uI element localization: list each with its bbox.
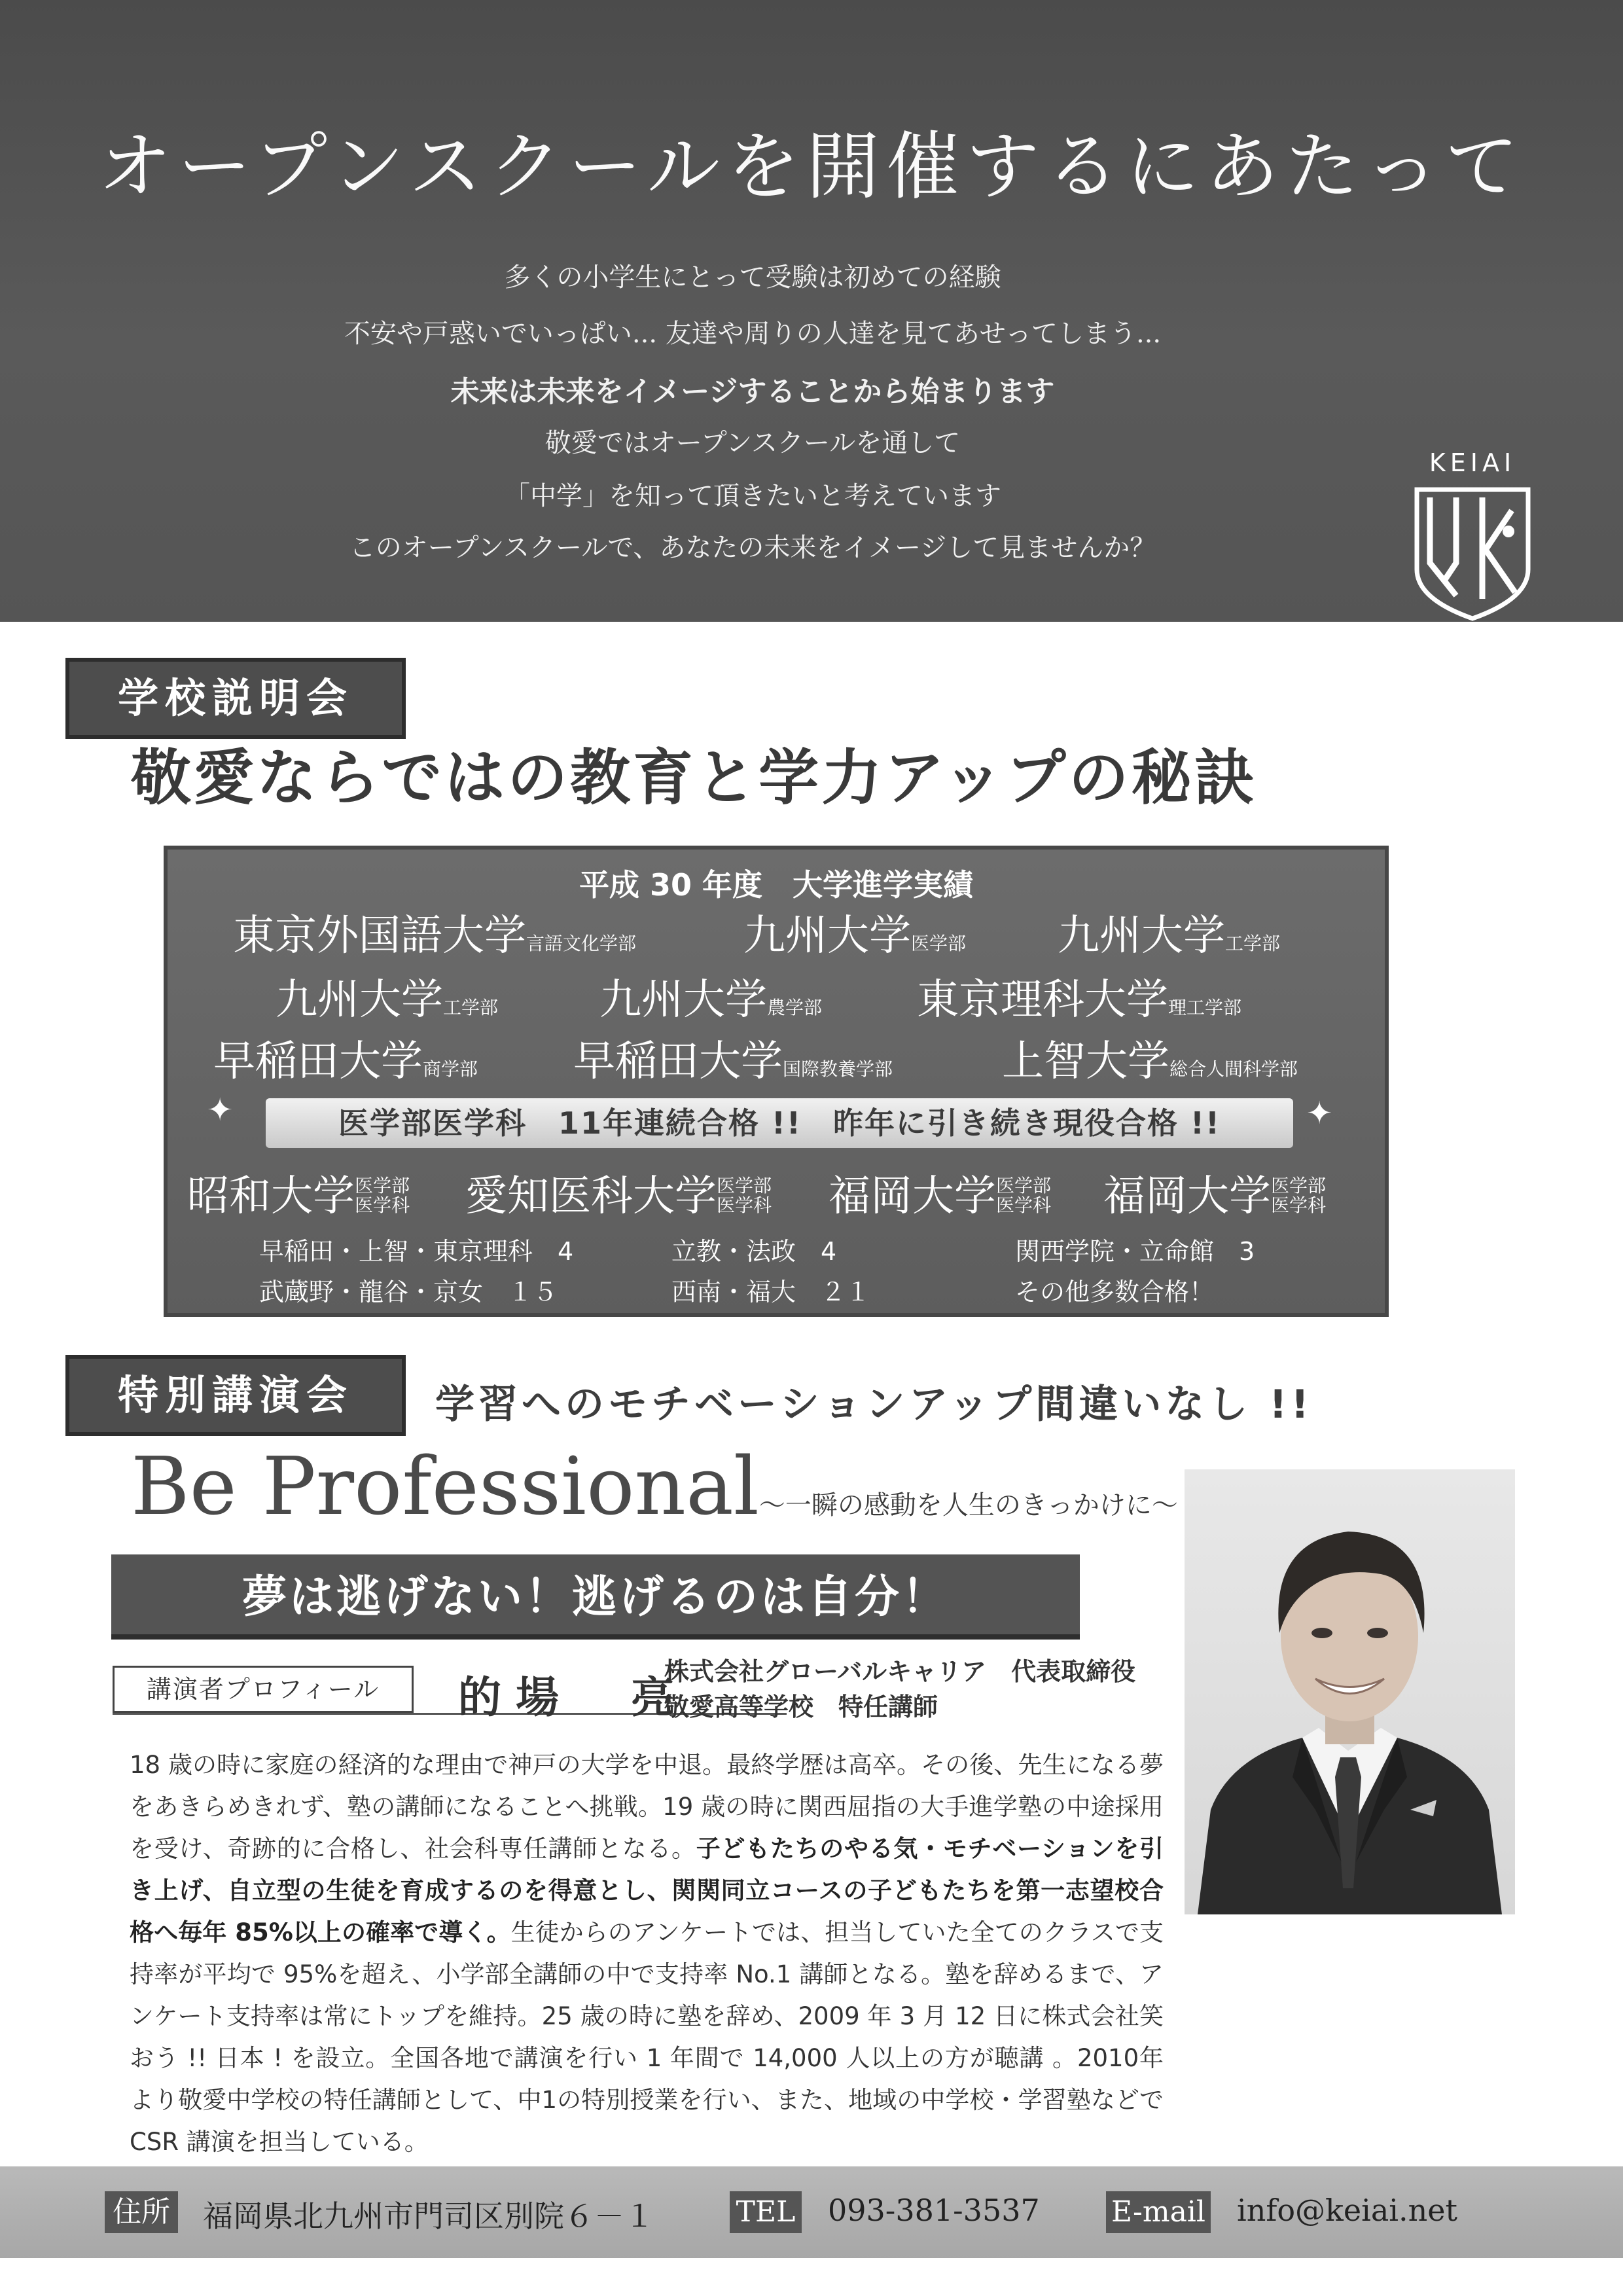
university-entry: 東京理科大学理工学部 — [917, 976, 1242, 1024]
lecture-tagline: 学習へのモチベーションアップ間違いなし !! — [435, 1382, 1313, 1427]
university-results-box — [164, 846, 1389, 1317]
medical-university-entry: 愛知医科大学医学部 医学科 — [465, 1172, 772, 1221]
medical-university-entry: 福岡大学医学部 医学科 — [1103, 1172, 1327, 1221]
speaker-name: 的場 亮 — [458, 1672, 688, 1723]
school-briefing-tag: 学校説明会 — [65, 658, 406, 739]
other-results: その他多数合格！ — [1015, 1278, 1215, 1306]
university-entry: 九州大学医学部 — [743, 912, 967, 960]
intro-line: 多くの小学生にとって受験は初めての経験 — [504, 262, 1001, 293]
university-entry: 九州大学農学部 — [599, 976, 823, 1024]
university-entry: 早稲田大学商学部 — [213, 1037, 478, 1086]
university-entry: 東京外国語大学言語文化学部 — [233, 912, 637, 960]
intro-line: このオープンスクールで、あなたの未来をイメージして見ませんか？ — [349, 533, 1156, 563]
section-heading: 敬愛ならではの教育と学力アップの秘訣 — [131, 742, 1257, 813]
other-results: 早稲田・上智・東京理科 4 — [259, 1237, 574, 1266]
results-title: 平成 30 年度 大学進学実績 — [579, 867, 974, 903]
intro-line: 敬愛ではオープンスクールを通して — [544, 428, 961, 458]
profile-label: 講演者プロフィール — [113, 1666, 414, 1713]
speaker-role: 敬愛高等学校 特任講師 — [664, 1693, 938, 1721]
special-lecture-tag: 特別講演会 — [65, 1355, 406, 1436]
speaker-photo — [1185, 1469, 1515, 1914]
speaker-role: 株式会社グローバルキャリア 代表取締役 — [664, 1657, 1136, 1686]
lecture-title: Be Professional〜一瞬の感動を人生のきっかけに〜 — [131, 1440, 1178, 1533]
footer-bar — [0, 2166, 1623, 2258]
header-panel — [0, 0, 1623, 622]
tel-value: 093-381-3537 — [828, 2193, 1040, 2228]
other-results: 関西学院・立命館 3 — [1015, 1237, 1255, 1266]
university-entry: 早稲田大学国際教養学部 — [573, 1037, 893, 1086]
page-title: オープンスクールを開催するにあたって — [98, 124, 1525, 209]
email-link[interactable]: info@keiai.net — [1237, 2193, 1457, 2228]
keiai-logo — [1397, 448, 1548, 625]
university-entry: 九州大学工学部 — [276, 976, 499, 1024]
other-results: 武蔵野・龍谷・京女 １５ — [259, 1278, 558, 1306]
address-label: 住所 — [105, 2191, 178, 2233]
address-value: 福岡県北九州市門司区別院６－１ — [203, 2198, 654, 2234]
sparkle-icon: ✦ — [207, 1092, 234, 1128]
motto-banner: 夢は逃げない！逃げるのは自分！ — [111, 1554, 1080, 1640]
tel-label: TEL — [730, 2191, 802, 2233]
crest-icon — [1404, 484, 1541, 622]
medical-university-entry: 福岡大学医学部 医学科 — [829, 1172, 1052, 1221]
intro-line: 「中学」を知って頂きたいと考えています — [504, 481, 1001, 511]
email-label: E-mail — [1106, 2191, 1211, 2233]
lecture-subtitle: 〜一瞬の感動を人生のきっかけに〜 — [758, 1490, 1178, 1520]
other-results: 西南・福大 ２１ — [671, 1278, 871, 1306]
intro-line-emphasis: 未来は未来をイメージすることから始まります — [450, 375, 1055, 408]
speaker-bio: 18 歳の時に家庭の経済的な理由で神戸の大学を中退。最終学歴は高卒。その後、先生になる夢をあきらめきれず、塾の講師になることへ挑戦。19 歳の時に関西屈指の大手進学塾の中途採用を受け、奇跡的に合格し、社会科専任講師となる。子どもたちのやる気・モチベーションを引き上げ、自立型の生徒を育成するのを得意とし、関関同立コースの子どもたちを第一志望校合格へ毎年 85%以上の確率で導く。生徒からのアンケートでは、担当していた全てのクラスで支持率が平均で 95%を超え、小学部全講師の中で支持率 No.1 講師となる。塾を辞めるまで、アンケート支持率は常にトップを維持。25 歳の時に塾を辞め、2009 年 3 月 12 日に株式会社笑おう !! 日本 ! を設立。全国各地で講演を行い 1 年間で 14,000 人以上の方が聴講 。2010年より敬愛中学校の特任講師として、中1の特別授業を行い、また、地域の中学校・学習塾などで CSR 講演を担当している。 — [130, 1751, 1164, 2156]
other-results: 立教・法政 4 — [671, 1237, 837, 1266]
intro-line: 不安や戸惑いでいっぱい... 友達や周りの人達を見てあせってしまう... — [344, 319, 1162, 349]
university-entry: 九州大学工学部 — [1058, 912, 1281, 960]
logo-text: KEIAI — [1429, 448, 1516, 477]
university-entry: 上智大学総合人間科学部 — [1002, 1037, 1298, 1086]
sparkle-icon: ✦ — [1306, 1095, 1333, 1132]
medical-university-entry: 昭和大学医学部 医学科 — [187, 1172, 410, 1221]
medical-banner: 医学部医学科 11年連続合格 !! 昨年に引き続き現役合格 !! — [266, 1098, 1293, 1148]
